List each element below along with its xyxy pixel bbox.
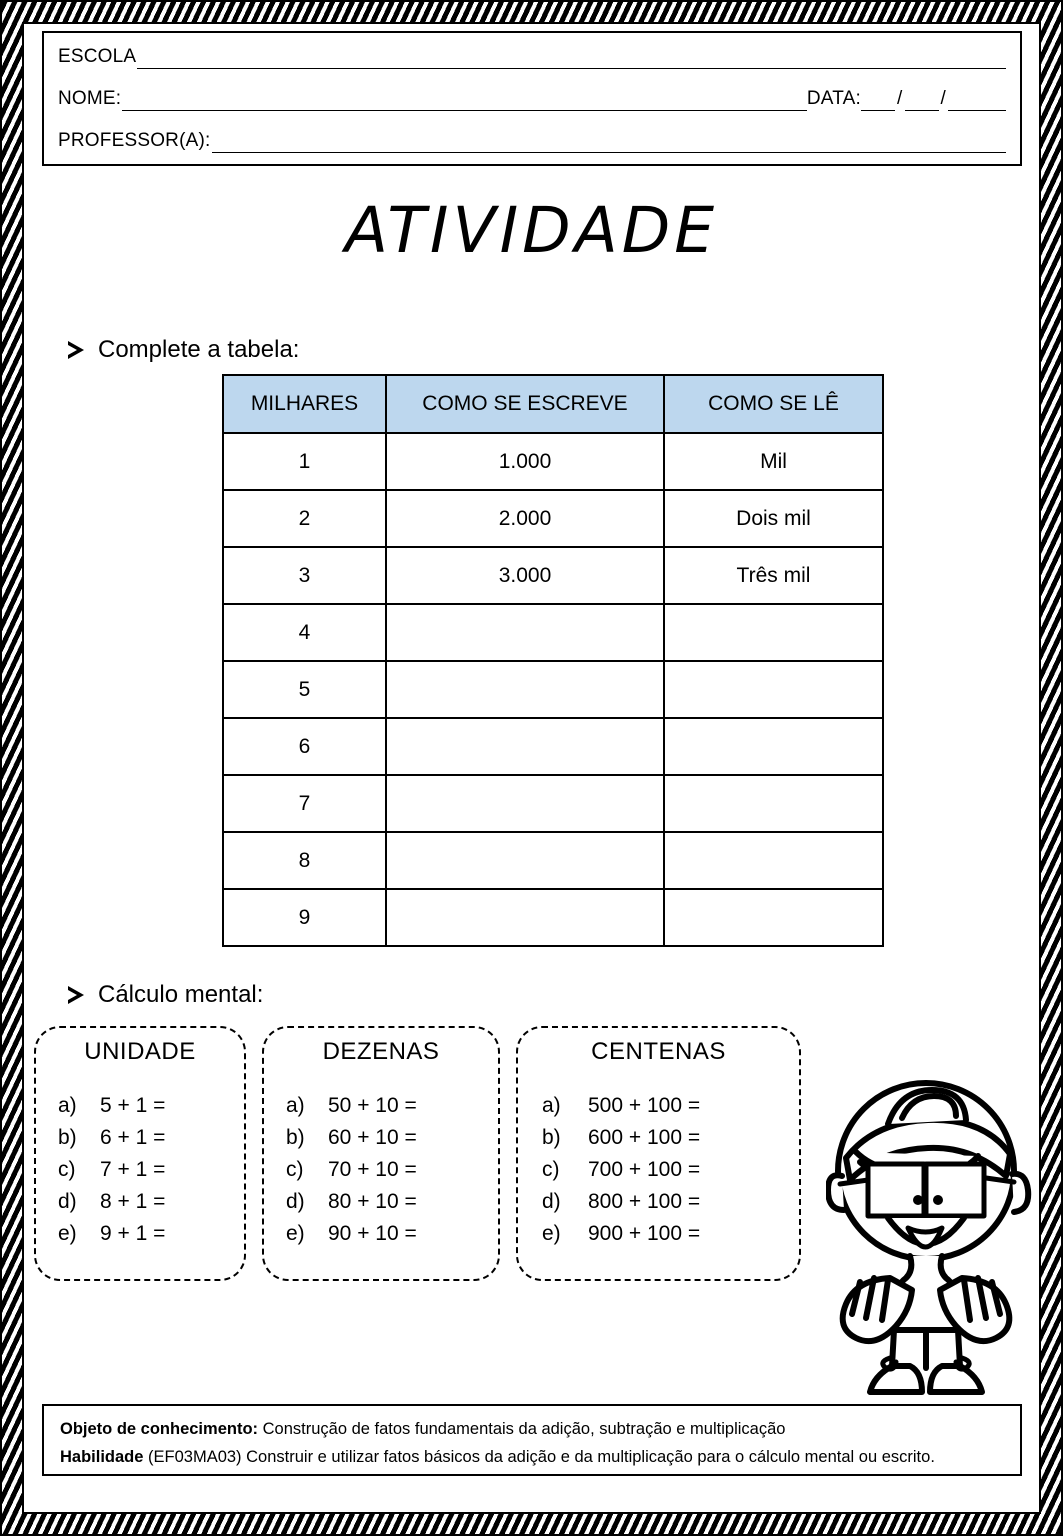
habilidade-line [60, 1446, 1004, 1468]
exercise-marker: c) [286, 1158, 304, 1181]
calculo-mental-boxes [34, 1026, 834, 1286]
identification-box [42, 31, 1022, 166]
exercise-marker: e) [286, 1222, 305, 1245]
calc-list-dezenas [264, 1090, 498, 1250]
exercise-item[interactable] [264, 1186, 498, 1218]
cell-milhares: 3 [223, 547, 386, 604]
column-header-como-se-le: COMO SE LÊ [664, 375, 883, 433]
cell-como-se-le[interactable] [664, 604, 883, 661]
table-header-row [223, 375, 883, 433]
calc-list-unidade [36, 1090, 244, 1250]
data-month-field[interactable] [905, 94, 939, 111]
table-row [223, 604, 883, 661]
exercise-marker: a) [58, 1094, 77, 1117]
calc-box-unidade [34, 1026, 246, 1281]
cell-milhares: 5 [223, 661, 386, 718]
arrow-bullet-icon [68, 986, 84, 1004]
date-slash-2: / [940, 88, 946, 109]
cell-milhares: 8 [223, 832, 386, 889]
page-title: ATIVIDADE [344, 194, 719, 267]
exercise-expression: 5 + 1 = [100, 1094, 166, 1117]
exercise-marker: b) [542, 1126, 561, 1149]
calc-box-centenas-title: CENTENAS [591, 1038, 726, 1065]
exercise-item[interactable] [264, 1154, 498, 1186]
worksheet-content [26, 26, 1037, 1510]
exercise-marker: c) [58, 1158, 76, 1181]
escola-label: ESCOLA [58, 46, 137, 67]
exercise-item[interactable] [36, 1186, 244, 1218]
cell-como-se-le[interactable] [664, 889, 883, 946]
professor-row [58, 129, 1006, 153]
exercise-expression: 500 + 100 = [588, 1094, 701, 1117]
calc-box-dezenas [262, 1026, 500, 1281]
exercise-marker: a) [286, 1094, 305, 1117]
data-label: DATA: [806, 88, 862, 109]
escola-input-line[interactable] [137, 52, 1006, 69]
column-header-como-se-escreve: COMO SE ESCREVE [386, 375, 664, 433]
exercise-item[interactable] [36, 1218, 244, 1250]
exercise-marker: d) [542, 1190, 561, 1213]
cell-como-se-escreve[interactable] [386, 604, 664, 661]
cell-milhares: 1 [223, 433, 386, 490]
exercise-expression: 50 + 10 = [328, 1094, 417, 1117]
exercise-marker: e) [542, 1222, 561, 1245]
cell-milhares: 4 [223, 604, 386, 661]
exercise-item[interactable] [264, 1090, 498, 1122]
objeto-de-conhecimento-label: Objeto de conhecimento: [60, 1420, 259, 1438]
exercise-expression: 60 + 10 = [328, 1126, 417, 1149]
column-header-milhares: MILHARES [223, 375, 386, 433]
cell-milhares: 2 [223, 490, 386, 547]
table-body [223, 433, 883, 946]
table-row [223, 433, 883, 490]
calc-box-dezenas-title: DEZENAS [322, 1038, 440, 1065]
exercise-item[interactable] [36, 1154, 244, 1186]
exercise-marker: e) [58, 1222, 77, 1245]
table-row [223, 661, 883, 718]
cell-como-se-le: Mil [664, 433, 883, 490]
instruction-complete-table [68, 336, 299, 364]
objeto-de-conhecimento-line [60, 1418, 1004, 1440]
exercise-expression: 90 + 10 = [328, 1222, 417, 1245]
cell-como-se-escreve[interactable] [386, 661, 664, 718]
data-day-field[interactable] [861, 94, 895, 111]
table-row [223, 832, 883, 889]
instruction-calculo-mental-label: Cálculo mental: [98, 981, 264, 1008]
exercise-expression: 8 + 1 = [100, 1190, 166, 1213]
table-row [223, 490, 883, 547]
cell-como-se-escreve[interactable] [386, 889, 664, 946]
cell-como-se-escreve[interactable] [386, 832, 664, 889]
cell-milhares: 6 [223, 718, 386, 775]
exercise-item[interactable] [36, 1122, 244, 1154]
professor-input-line[interactable] [212, 136, 1006, 153]
cell-como-se-escreve: 2.000 [386, 490, 664, 547]
exercise-item[interactable] [518, 1186, 799, 1218]
cell-milhares: 9 [223, 889, 386, 946]
exercise-expression: 9 + 1 = [100, 1222, 166, 1245]
exercise-marker: a) [542, 1094, 561, 1117]
cell-como-se-le: Três mil [664, 547, 883, 604]
instruction-complete-table-label: Complete a tabela: [98, 336, 300, 363]
data-year-field[interactable] [948, 94, 1006, 111]
cell-como-se-escreve[interactable] [386, 775, 664, 832]
objeto-de-conhecimento-text: Construção de fatos fundamentais da adição, subtração e multiplicação [258, 1420, 786, 1438]
exercise-expression: 900 + 100 = [588, 1222, 701, 1245]
exercise-marker: d) [286, 1190, 305, 1213]
table-row [223, 889, 883, 946]
exercise-expression: 800 + 100 = [588, 1190, 701, 1213]
bncc-footer-box [42, 1404, 1022, 1476]
cartoon-boy-illustration [826, 1066, 1041, 1396]
milhares-table [222, 374, 884, 947]
arrow-bullet-icon [68, 341, 84, 359]
cell-como-se-escreve[interactable] [386, 718, 664, 775]
date-slash-1: / [897, 88, 903, 109]
cell-milhares: 7 [223, 775, 386, 832]
table-row [223, 547, 883, 604]
habilidade-text: (EF03MA03) Construir e utilizar fatos básicos da adição e da multiplicação para o cálculo mental ou escrito. [143, 1448, 935, 1466]
cell-como-se-le[interactable] [664, 718, 883, 775]
table-row [223, 718, 883, 775]
instruction-calculo-mental [68, 981, 263, 1009]
calc-box-unidade-title: UNIDADE [84, 1038, 196, 1065]
nome-input-line[interactable] [122, 94, 807, 111]
calc-box-centenas [516, 1026, 801, 1281]
exercise-item[interactable] [518, 1218, 799, 1250]
exercise-item[interactable] [264, 1122, 498, 1154]
exercise-item[interactable] [36, 1090, 244, 1122]
exercise-marker: b) [286, 1126, 305, 1149]
exercise-expression: 70 + 10 = [328, 1158, 417, 1181]
habilidade-label: Habilidade [60, 1448, 144, 1466]
calc-list-centenas [518, 1090, 799, 1250]
cell-como-se-escreve: 3.000 [386, 547, 664, 604]
exercise-expression: 80 + 10 = [328, 1190, 417, 1213]
exercise-expression: 6 + 1 = [100, 1126, 166, 1149]
exercise-expression: 600 + 100 = [588, 1126, 701, 1149]
table-row [223, 775, 883, 832]
exercise-expression: 700 + 100 = [588, 1158, 701, 1181]
exercise-item[interactable] [518, 1090, 799, 1122]
exercise-item[interactable] [518, 1122, 799, 1154]
exercise-expression: 7 + 1 = [100, 1158, 166, 1181]
escola-row [58, 45, 1006, 69]
cell-como-se-le[interactable] [664, 832, 883, 889]
cell-como-se-escreve: 1.000 [386, 433, 664, 490]
exercise-marker: c) [542, 1158, 560, 1181]
exercise-marker: d) [58, 1190, 77, 1213]
nome-data-row [58, 87, 1006, 111]
professor-label: PROFESSOR(A): [58, 130, 211, 151]
exercise-item[interactable] [518, 1154, 799, 1186]
exercise-item[interactable] [264, 1218, 498, 1250]
cell-como-se-le: Dois mil [664, 490, 883, 547]
cell-como-se-le[interactable] [664, 775, 883, 832]
exercise-marker: b) [58, 1126, 77, 1149]
nome-label: NOME: [58, 88, 122, 109]
cell-como-se-le[interactable] [664, 661, 883, 718]
